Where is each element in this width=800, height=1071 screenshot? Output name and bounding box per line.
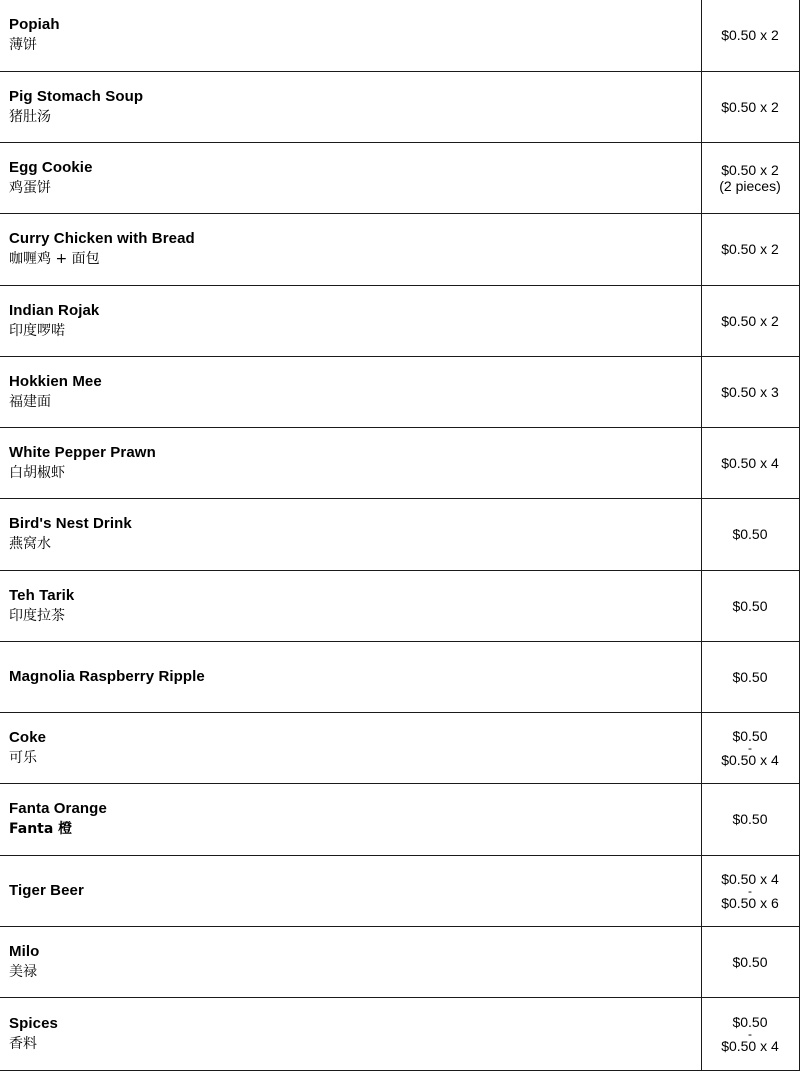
item-name-en: Indian Rojak xyxy=(9,301,100,319)
item-name-en: Magnolia Raspberry Ripple xyxy=(9,668,205,685)
price-text: $0.50 xyxy=(732,597,768,614)
table-row xyxy=(0,71,799,142)
price-text: $0.50 xyxy=(732,668,768,685)
table-row xyxy=(0,0,799,71)
item-name-cell xyxy=(0,356,701,427)
table-row xyxy=(0,427,799,498)
item-name-en: Curry Chicken with Bread xyxy=(9,230,195,247)
item-price-cell xyxy=(701,783,799,855)
item-name-en: Milo xyxy=(9,942,40,960)
price-text: $0.50 x 2 xyxy=(721,312,779,329)
table-row xyxy=(0,285,799,356)
item-name-en: Teh Tarik xyxy=(9,586,75,604)
item-name-cell xyxy=(0,712,701,783)
price-text: $0.50 x 3 xyxy=(721,383,779,400)
table-row xyxy=(0,570,799,641)
item-name-en: Popiah xyxy=(9,16,60,34)
price-text: $0.50 x 2 xyxy=(721,98,779,115)
item-price-cell xyxy=(701,997,799,1070)
item-name-cell xyxy=(0,926,701,997)
table-row xyxy=(0,213,799,285)
item-name-cell xyxy=(0,285,701,356)
item-name-en: White Pepper Prawn xyxy=(9,443,156,461)
item-name-en: Egg Cookie xyxy=(9,158,93,176)
item-name-cn: 美禄 xyxy=(9,963,37,980)
item-price-cell xyxy=(701,855,799,926)
table-row xyxy=(0,142,799,213)
item-price-cell xyxy=(701,71,799,142)
item-price-cell xyxy=(701,0,799,71)
price-range-separator: - xyxy=(748,883,752,898)
item-name-cn: 香料 xyxy=(9,1035,37,1052)
table-row xyxy=(0,356,799,427)
item-price-cell xyxy=(701,142,799,213)
item-name-en: Bird's Nest Drink xyxy=(9,515,132,532)
item-price-cell xyxy=(701,712,799,783)
item-name-cell xyxy=(0,213,701,285)
item-name-en: Fanta Orange xyxy=(9,800,107,817)
price-text: $0.50 x 6 xyxy=(721,894,779,911)
item-name-cell xyxy=(0,142,701,213)
item-name-cn: 印度拉茶 xyxy=(9,607,65,624)
item-name-en: Spices xyxy=(9,1014,58,1032)
item-price-cell xyxy=(701,285,799,356)
table-row xyxy=(0,783,799,855)
item-name-cell xyxy=(0,498,701,570)
item-name-en: Coke xyxy=(9,728,47,746)
table-row xyxy=(0,997,799,1070)
table-row xyxy=(0,926,799,997)
item-price-cell xyxy=(701,570,799,641)
item-name-cn: 鸡蛋饼 xyxy=(9,179,51,196)
item-name-cell xyxy=(0,997,701,1070)
price-text: $0.50 x 4 xyxy=(721,870,779,887)
item-name-cell xyxy=(0,71,701,142)
item-name-cell xyxy=(0,641,701,712)
price-text: $0.50 x 4 xyxy=(721,454,779,471)
price-text: $0.50 xyxy=(732,953,768,970)
table-row xyxy=(0,498,799,570)
price-text: $0.50 x 2 xyxy=(721,161,779,178)
item-name-en: Pig Stomach Soup xyxy=(9,87,144,105)
item-name-en: Hokkien Mee xyxy=(9,372,102,390)
table-row xyxy=(0,855,799,926)
item-price-cell xyxy=(701,213,799,285)
item-price-cell xyxy=(701,641,799,712)
price-text: $0.50 xyxy=(732,811,768,827)
item-name-cn: 印度啰喏 xyxy=(9,322,65,339)
price-text: $0.50 x 2 xyxy=(721,27,779,44)
price-range-separator: - xyxy=(748,740,752,755)
price-note: (2 pieces) xyxy=(719,177,781,194)
item-name-cn: 可乐 xyxy=(9,749,37,766)
price-text: $0.50 xyxy=(732,526,768,542)
price-text: $0.50 x 4 xyxy=(721,751,779,768)
item-name-cell xyxy=(0,570,701,641)
item-name-cn: 猪肚汤 xyxy=(9,108,51,125)
item-name-cell xyxy=(0,783,701,855)
item-name-cn: 薄饼 xyxy=(9,37,37,54)
table-row xyxy=(0,712,799,783)
item-price-cell xyxy=(701,427,799,498)
table-row xyxy=(0,641,799,712)
item-name-cn: Fanta 橙 xyxy=(9,821,73,837)
price-text: $0.50 x 2 xyxy=(721,241,779,257)
item-price-cell xyxy=(701,356,799,427)
item-name-cell xyxy=(0,855,701,926)
price-range-separator: - xyxy=(748,1026,752,1041)
item-name-cell xyxy=(0,427,701,498)
price-text: $0.50 xyxy=(732,1013,768,1030)
item-price-cell xyxy=(701,926,799,997)
price-text: $0.50 xyxy=(732,727,768,744)
price-text: $0.50 x 4 xyxy=(721,1037,779,1054)
item-price-cell xyxy=(701,498,799,570)
item-name-cell xyxy=(0,0,701,71)
item-name-en: Tiger Beer xyxy=(9,882,84,899)
item-name-cn: 咖喱鸡 + 面包 xyxy=(9,251,100,267)
item-name-cn: 燕窝水 xyxy=(9,536,51,552)
item-name-cn: 福建面 xyxy=(9,393,51,410)
item-name-cn: 白胡椒虾 xyxy=(9,464,65,481)
